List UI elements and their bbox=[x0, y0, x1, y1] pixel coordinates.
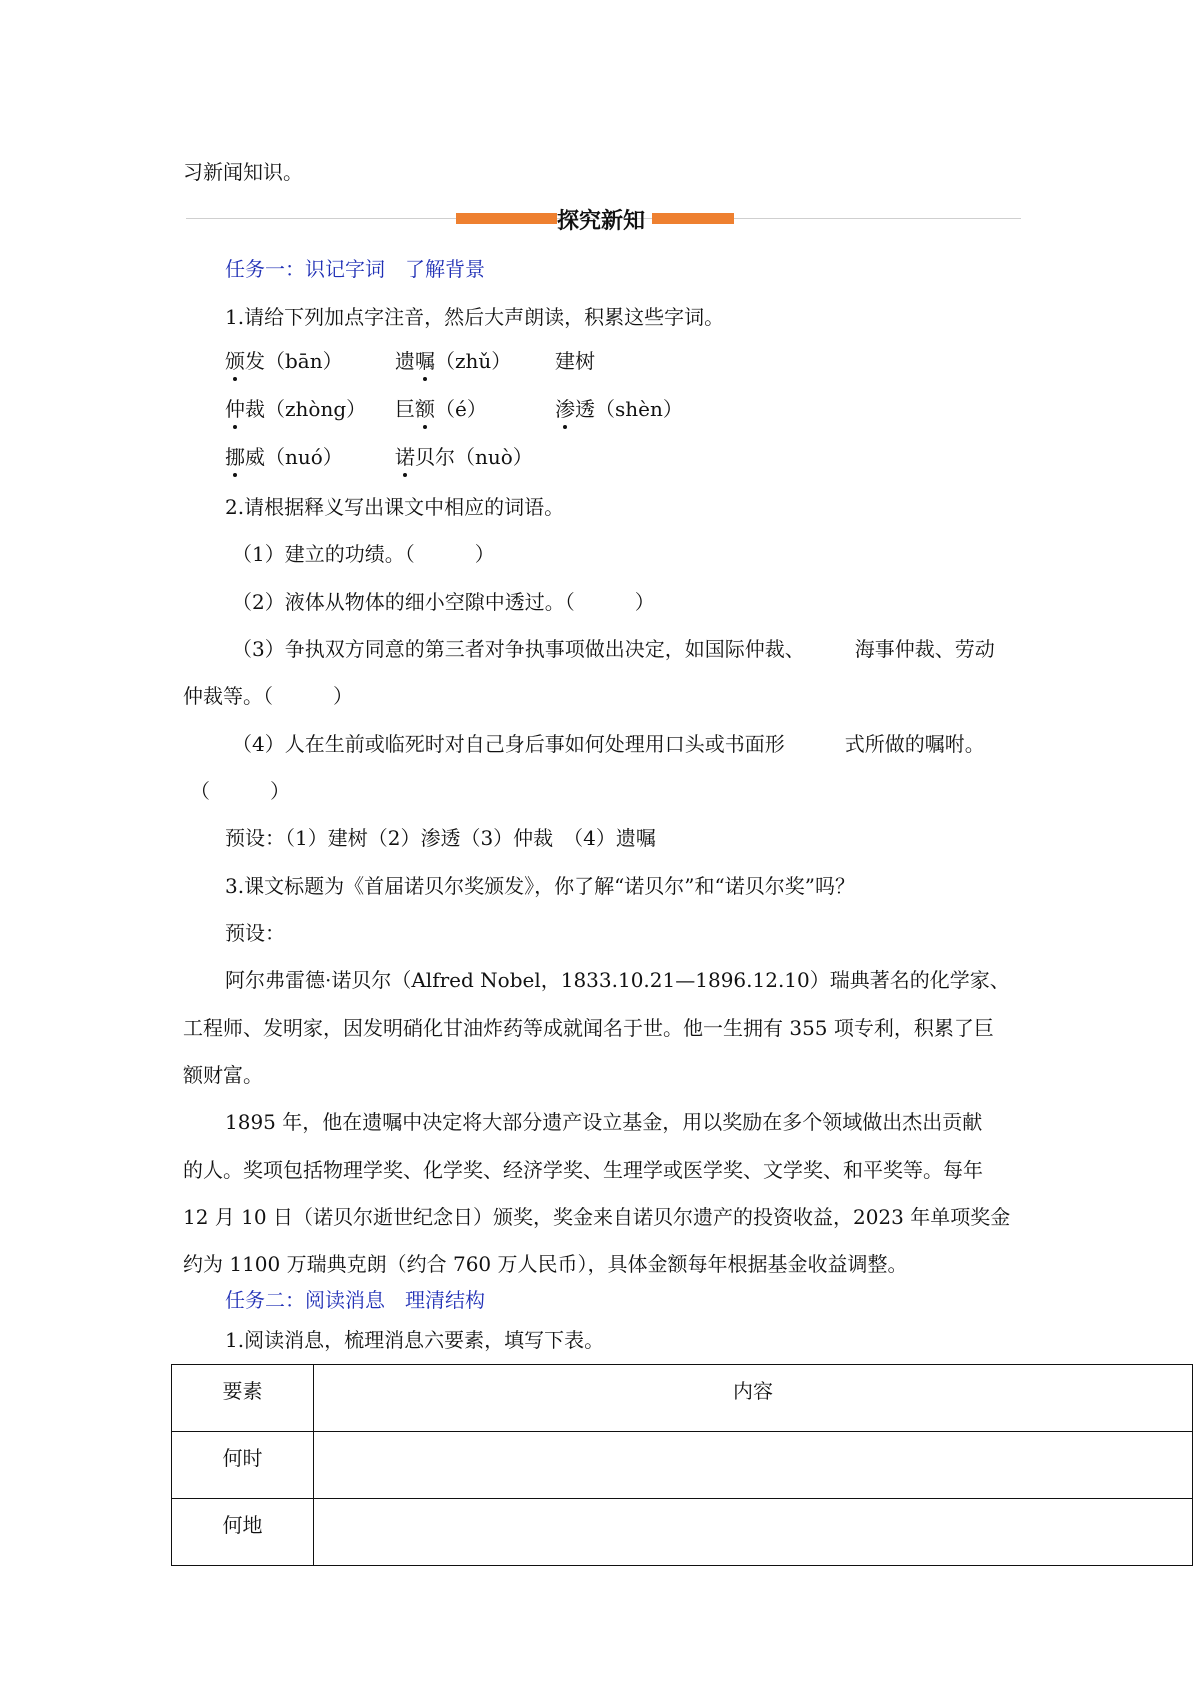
vocab-char: 建 bbox=[555, 349, 575, 373]
vocab-item bbox=[395, 393, 487, 422]
table-cell-content[interactable] bbox=[314, 1432, 1193, 1499]
nobel-para-2-line-3: 12 月 10 日（诺贝尔逝世纪念日）颁奖，奖金来自诺贝尔遗产的投资收益，2023 年单项奖金 bbox=[183, 1205, 1011, 1229]
vocab-char: 发 bbox=[245, 349, 265, 373]
dotted-char: 额 bbox=[415, 393, 435, 422]
vocab-item bbox=[395, 345, 511, 374]
task1-question-2: 2.请根据释义写出课文中相应的词语。 bbox=[225, 495, 565, 519]
preset-label: 预设： bbox=[225, 921, 285, 945]
nobel-para-2-line-1: 1895 年，他在遗嘱中决定将大部分遗产设立基金，用以奖励在多个领域做出杰出贡献 bbox=[225, 1110, 983, 1134]
dotted-char: 仲 bbox=[225, 393, 245, 422]
table-row bbox=[172, 1432, 1193, 1499]
vocab-pinyin: （é） bbox=[435, 397, 487, 421]
table-cell-element: 何时 bbox=[172, 1432, 314, 1499]
task1-title: 任务一：识记字词 了解背景 bbox=[225, 257, 485, 281]
nobel-para-2-line-4: 约为 1100 万瑞典克朗（约合 760 万人民币），具体金额每年根据基金收益调整。 bbox=[183, 1252, 908, 1276]
definition-1: （1）建立的功绩。（ ） bbox=[232, 542, 495, 566]
six-elements-table bbox=[171, 1364, 1193, 1566]
nobel-para-2-line-2: 的人。奖项包括物理学奖、化学奖、经济学奖、生理学或医学奖、文学奖、和平奖等。每年 bbox=[183, 1158, 983, 1182]
vocab-char: 巨 bbox=[395, 397, 415, 421]
definition-3-cont: 仲裁等。（ ） bbox=[183, 684, 353, 708]
table-cell-content[interactable] bbox=[314, 1499, 1193, 1566]
vocab-item bbox=[555, 393, 683, 422]
section-heading: 探究新知 bbox=[557, 209, 646, 234]
vocab-char: 贝 bbox=[415, 445, 435, 469]
vocab-char: 裁 bbox=[245, 397, 265, 421]
vocab-pinyin: （bān） bbox=[265, 349, 343, 373]
vocab-pinyin: （zhǔ） bbox=[435, 349, 512, 373]
vocab-char: 尔 bbox=[435, 445, 455, 469]
vocab-pinyin: （shèn） bbox=[595, 397, 683, 421]
table-header-row bbox=[172, 1365, 1193, 1432]
nobel-para-1-line-3: 额财富。 bbox=[183, 1063, 263, 1087]
vocab-item bbox=[225, 393, 366, 422]
table-cell-element: 何地 bbox=[172, 1499, 314, 1566]
vocab-item bbox=[225, 441, 343, 470]
table-header-content: 内容 bbox=[314, 1365, 1193, 1432]
section-bar-left bbox=[456, 213, 557, 224]
vocab-pinyin: （zhòng） bbox=[265, 397, 367, 421]
vocab-item bbox=[555, 345, 595, 374]
nobel-para-1-line-2: 工程师、发明家，因发明硝化甘油炸药等成就闻名于世。他一生拥有 355 项专利，积累了巨 bbox=[183, 1016, 994, 1040]
definition-2: （2）液体从物体的细小空隙中透过。（ ） bbox=[232, 590, 655, 614]
table-row bbox=[172, 1499, 1193, 1566]
section-bar-right bbox=[652, 213, 734, 224]
task2-question-1: 1.阅读消息，梳理消息六要素，填写下表。 bbox=[225, 1328, 605, 1352]
definition-3: （3）争执双方同意的第三者对争执事项做出决定，如国际仲裁、 海事仲裁、劳动 bbox=[232, 637, 995, 661]
definition-4: （4）人在生前或临死时对自己身后事如何处理用口头或书面形 式所做的嘱咐。 bbox=[232, 732, 985, 756]
dotted-char: 颁 bbox=[225, 345, 245, 374]
vocab-pinyin: （nuó） bbox=[265, 445, 343, 469]
vocab-pinyin: （nuò） bbox=[455, 445, 533, 469]
intro-tail: 习新闻知识。 bbox=[183, 160, 303, 184]
table-header-element: 要素 bbox=[172, 1365, 314, 1432]
task2-title: 任务二：阅读消息 理清结构 bbox=[225, 1288, 485, 1312]
vocab-item bbox=[225, 345, 343, 374]
vocab-char: 树 bbox=[575, 349, 595, 373]
vocab-char: 遗 bbox=[395, 349, 415, 373]
vocab-item bbox=[395, 441, 533, 470]
vocab-char: 透 bbox=[575, 397, 595, 421]
definition-4-cont: （ ） bbox=[190, 779, 290, 803]
task1-question-3: 3.课文标题为《首届诺贝尔奖颁发》，你了解“诺贝尔”和“诺贝尔奖”吗？ bbox=[225, 874, 855, 898]
answer-preset: 预设：（1）建树（2）渗透（3）仲裁 （4）遗嘱 bbox=[225, 826, 656, 850]
vocab-char: 威 bbox=[245, 445, 265, 469]
nobel-para-1-line-1: 阿尔弗雷德·诺贝尔（Alfred Nobel，1833.10.21—1896.12.10）瑞典著名的化学家、 bbox=[225, 968, 1010, 992]
dotted-char: 诺 bbox=[395, 441, 415, 470]
dotted-char: 挪 bbox=[225, 441, 245, 470]
dotted-char: 渗 bbox=[555, 393, 575, 422]
task1-question-1: 1.请给下列加点字注音，然后大声朗读，积累这些字词。 bbox=[225, 305, 725, 329]
dotted-char: 嘱 bbox=[415, 345, 435, 374]
